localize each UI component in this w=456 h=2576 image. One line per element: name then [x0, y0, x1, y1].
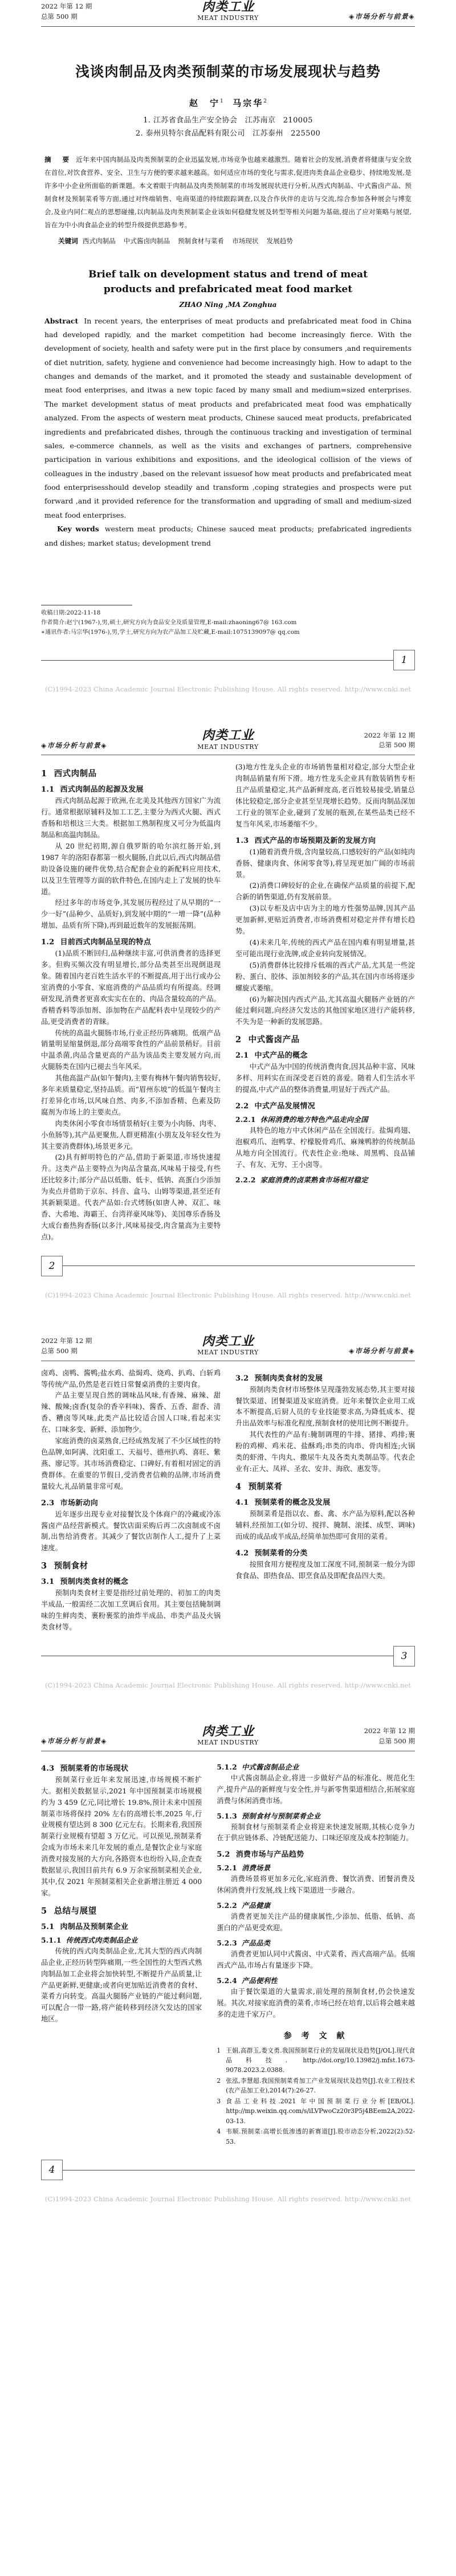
- subsection-heading: [235, 1547, 415, 1558]
- subsection-title: 预制菜肴的概念及发展: [254, 1498, 331, 1507]
- paragraph: 卤鸡、卤鸭、酱鸭;盐水鸡、盐焗鸡、烧鸡、扒鸡、白斩鸡等传统产品,仍然是老百姓日常餐桌消费的主要肉食。: [41, 1369, 221, 1389]
- paragraph: 传统的西式肉类制品企业,尤其大型的西式肉制品企业,正经历转型阵痛期,一些全国性的大型西式熟肉制品加工企业将会加快转型,不断提升产品质量,让产品更新鲜,更健康;或者向更加贴近消费者的食材、菜肴方向转变。高温火腿肠产业链的产能过剩问题,可以配合一带一路,将产能转移到经济欠发达的国家地区。: [41, 1947, 202, 2024]
- author-2: 马宗华: [233, 98, 264, 108]
- subsubsection-number: 5.1.1: [41, 1935, 62, 1944]
- subsubsection-heading: [235, 1114, 415, 1124]
- paragraph: 其他高温产品(如午餐肉),主要有梅林午餐肉销售较好,多年来质量稳定,坚持品质。而“眉州东坡”的低温午餐肉主打差异化市场,以风味自然、肉多,不添加香精、色素及防腐剂为市场上的主要卖点。: [41, 1074, 221, 1116]
- paragraph: 家庭消费的卤菜熟食,已经成熟发展了不少区域性的特色品牌,如阿满、沈阳重工、天福号、德州扒鸡、喜旺、紫燕、廖记等。其市场消费稳定、口碑好,有着相对固定的消费群体。在重要的节假日,受消费者信赖的品牌,市场消费量较大,礼品销量非常可观。: [41, 1437, 221, 1490]
- subsection-heading: [41, 1920, 202, 1931]
- section-heading: [41, 767, 221, 779]
- subsection-title: 预制肉类食材的发展: [254, 1374, 323, 1383]
- reference-text: 张泓,李慧超.我国预制菜肴加工产业发展现状及趋势[J].农业工程技术(农产品加工业),2014(7):26-27.: [226, 2077, 415, 2095]
- subsection-heading: [41, 1497, 221, 1508]
- page-title: 浅谈肉制品及肉类预制菜的市场发展现状与趋势: [75, 63, 381, 80]
- section-title: 西式肉制品: [54, 769, 97, 779]
- section-heading: [235, 1033, 415, 1045]
- paragraph: 中式产品为中国的传统消费肉食,因其品种丰富、风味多样、用料实在而深受老百姓的喜爱。随着人们生活水平的提高,中式产品的整体消费量,明显好于西式产品。: [235, 1063, 415, 1094]
- affiliation-2: 2. 泰州贝特尔食品配料有限公司 江苏泰州 225500: [135, 129, 321, 138]
- issue-info: [301, 731, 415, 751]
- paragraph: (1)随着消费升级,含肉量较高,口感较好的产品(如纯肉香肠、健康肉食、休闲零食等),将呈现更加广阔的市场前景。: [235, 847, 415, 879]
- running-head-page-3: [0, 1334, 456, 1359]
- issue-info: [301, 1726, 415, 1747]
- subsection-number: 1.1: [41, 785, 55, 794]
- journal-name-en: MEAT INDUSTRY: [197, 1349, 259, 1357]
- paragraph: (1)品质不断回归,品种继续丰富,可供消费者的选择更多。但购买频次没有明显增长,部分品类甚至出现倒退现象。随着国内老百姓生活水平的不断提高,用于出行或办公室消费的小零食、家庭消费的产品品质均有所提高。经调研发现,消费者更喜欢实实在在的、肉品含量较高的产品。香精香料等添加剂、添加物在产品配料表中呈现较少的产品,更受消费者的青睐。: [41, 949, 221, 1026]
- page-number: 3: [393, 1646, 415, 1666]
- section-heading: [235, 1480, 415, 1492]
- subsection-heading: [235, 1372, 415, 1383]
- journal-name-cn: 肉类工业: [201, 728, 254, 743]
- subsubsection-heading: [41, 1935, 202, 1945]
- subsubsection-title: 产品便利性: [241, 1976, 278, 1985]
- paragraph: (3)以专柜及店中店为主的地方性强势品牌,因其产品更加新鲜,更贴近消费者,市场消费相对稳定并伴有增长趋势。: [235, 904, 415, 936]
- subsection-number: 3.1: [41, 1578, 55, 1587]
- section-number: 2: [235, 1035, 242, 1045]
- paragraph: 产品主要呈现自然的调味品风味,有香辣、麻辣、甜辣、酸辣;卤香(复杂的香辛料味)、酱香、五香、甜香、清香、糟卤等风味,此类产品比较适合国人口味,看起来实在、口味多变、新鲜、添加物少。: [41, 1391, 221, 1434]
- abstract-text-en: In recent years, the enterprises of meat products and prefabricated meat food in China had developed rapidly, and the market competition had become increasingly fierce. With the development of society, health and safety were put in the first place by consumers ,and requirements of diet nutrition, safety, hygiene and convenience had become increasingly high. How to adapt to the changes and demands of the market, and it promoted the steady and sustainable development of meat food enterprises, and itwas a new topic faced by many small and medium=sized enterprises. The market development status of meat products and prefabricated meat food was emphatically analyzed. From the aspects of western meat products, Chinese sauced meat products, prefabricated ingredients and prefabricated dishes, through the continuous tracking and investigation of terminal sales, e-commerce channels, as well as the visits and exchanges of partners, comprehensive participation in various exhibitions and expositions, and the ideological collision of the views of colleagues in the industry ,based on the relevant issuesof how meat products and prefabricated meat food enterprisesshould develop steadily and transform ,coping strategies and prospects were put forward ,and it provided reference for the transformation and upgrading of small and medium-sized meat food enterprises.: [44, 316, 412, 519]
- paragraph: (3)地方性龙头企业的市场销售量相对稳定,部分大型企业肉制品销量有所下滑。地方性龙头企业具有散装销售专柜且产品质量稳定,其产品新鲜度高,老百姓较易接受,销量总体比较稳定,部分企业甚至呈现增长趋势。反而肉制品深加工行业的领军企业,碰到了发展的瓶颈,在某些品类已经不复当年风采,市场萎缩不少。: [235, 763, 415, 828]
- page-footer-3: [41, 1646, 415, 1666]
- body-columns-page-3: [41, 1368, 415, 1633]
- subsubsection-number: 5.2.4: [217, 1976, 237, 1985]
- subsection-number: 1.3: [235, 836, 249, 845]
- issue-line-1: 2022 年第 12 期: [364, 731, 415, 739]
- reference-text: 韦顺.预制菜:高增长低渗透的新赛道[J].股市动态分析,2022(2):52-53.: [226, 2128, 415, 2145]
- column-left: [41, 1368, 221, 1633]
- keyword-cn: 中式酱卤肉制品: [123, 236, 170, 245]
- references-heading: 参 考 文 献: [283, 2031, 348, 2041]
- running-head-page-1: [0, 0, 456, 24]
- issue-line-1: 2022 年第 12 期: [364, 1727, 415, 1735]
- reference-number: 3: [217, 2097, 221, 2105]
- issue-info: [41, 1336, 155, 1357]
- section-number: 1: [41, 769, 47, 779]
- subsubsection-number: 5.1.3: [217, 1811, 237, 1820]
- subsection-number: 4.3: [41, 1764, 55, 1773]
- keyword-cn: 预制食材与菜肴: [177, 236, 225, 245]
- reference-item: [217, 2096, 415, 2126]
- issue-line-1: 2022 年第 12 期: [41, 2, 92, 11]
- reference-text: 王娟,高群玉,娄文勇.我国预制菜行业的发展现状及趋势[J/OL].现代食品科技. http://doi.org/10.13982/j.mfst.1673-9078.2023.2.0388.: [226, 2046, 415, 2074]
- column-right: [235, 1368, 415, 1633]
- body-columns-page-4: [41, 1758, 415, 2148]
- subsection-heading: [41, 1762, 202, 1773]
- page-2: [0, 699, 456, 1304]
- subsection-heading: [235, 834, 415, 845]
- authors-en: ZHAO Ning ,MA Zonghua: [179, 300, 277, 309]
- subsection-number: 1.2: [41, 938, 55, 947]
- subsubsection-title: 产品品类: [241, 1938, 271, 1947]
- subsection-heading: [235, 1496, 415, 1507]
- paragraph: 肉类休闲小零食市场情景稍好(主要为小肉肠、肉枣、小鱼肠等),其产品更聚焦,人群更精准(小朋友及年轻女性为其主要消费群体),场景更多元。: [41, 1119, 221, 1150]
- subsection-number: 2.3: [41, 1498, 55, 1508]
- subsubsection-heading: [217, 1900, 415, 1910]
- subsubsection-number: 2.2.2: [235, 1175, 256, 1184]
- subsection-heading: [235, 1049, 415, 1060]
- paragraph: 从 20 世纪初期,源自俄罗斯的哈尔滨红肠开始,到 1987 年的洛阳春都第一根火腿肠,自此以后,西式肉制品借助设备设施的硬件优势,结合配套企业的新配料应用技术,以及卫生管理等方面的软件特色,在国内走上了发展的快车道。: [41, 842, 221, 896]
- paragraph: (2)消费口碑较好的企业,在确保产品质量的前提下,配合新的销售渠道,仍有发展前景。: [235, 882, 415, 902]
- cnki-notice: (C)1994-2023 China Academic Journal Electronic Publishing House. All rights reserved. http://www.cnki.net: [44, 2195, 412, 2204]
- subsection-number: 4.2: [235, 1549, 249, 1558]
- running-head-page-4: [0, 1725, 456, 1749]
- keywords-text-en: western meat products; Chinese sauced meat products; prefabricated ingredients and dishes; market status; development trend: [44, 525, 412, 547]
- title-en-line-1: Brief talk on development status and trend of meat: [88, 268, 368, 280]
- abstract-label-cn: 摘 要: [44, 155, 72, 163]
- subsection-title: 肉制品及预制菜企业: [60, 1922, 129, 1931]
- section-title: 总结与展望: [54, 1906, 97, 1916]
- subsection-title: 西式肉制品的起源及发展: [60, 785, 144, 794]
- subsubsection-heading: [217, 1938, 415, 1948]
- paragraph: 其代表性的产品有:腌制调理的牛排、猪排、鸡排;裹粉的鸡柳、鸡米花、盐酥鸡;串类的肉串、骨肉相连;火锅类的虾滑、牛肉丸、撒尿牛丸及各类丸类制品等。代表企业有:正大、凤祥、圣农、安井、海欣、惠发等。: [235, 1431, 415, 1473]
- paragraph: 消费场景将更加多元化,家庭消费、餐饮消费、团餐消费及休闲消费并行发展,线上线下渠道进一步融合。: [217, 1875, 415, 1895]
- subsubsection-title: 休闲消费的地方特色产品走向全国: [260, 1115, 368, 1124]
- subsection-number: 2.2: [235, 1101, 249, 1111]
- abstract-text-cn: 近年来中国肉制品及肉类预制菜的企业迅猛发展,市场竞争也越来越激烈。随着社会的发展,消费者将健康与安全放在首位,对饮食营养、安全、卫生与方便的要求越来越高。如何适应市场的变化与需求,促进肉类食品企业稳步、持续地发展,是许多中小企业所面临的新课题。本文着眼于肉制品及肉类预制菜的市场发展现状进行分析,从西式肉制品、中式酱卤产品、预制食材及预制菜肴等方面,通过对终端销售、电商渠道的持续跟踪调查,以及合作伙伴的走访与交流,综合参加各种展会与博览会,及业内同仁观点的思想碰撞,以肉制品及肉类预制菜企业该如何稳健发展及转型等相关问题为基础,提出了应对策略与展望,旨在为中小肉食品企业的转型升级提供思路参考。: [44, 155, 412, 230]
- paragraph: (5)消费群体比较排斥低端的西式产品,尤其是一些淀粉、蛋白、胶体、添加剂较多的产品,其在国内市场将逐步螺旋式萎缩。: [235, 961, 415, 992]
- page-number: 1: [393, 650, 415, 670]
- subsection-title: 目前西式肉制品呈现的特点: [60, 938, 152, 947]
- subsection-title: 预制肉类食材的概念: [60, 1578, 129, 1587]
- reference-item: [217, 2127, 415, 2147]
- affiliation-1: 1. 江苏省食品生产安全协会 江苏南京 210005: [143, 116, 313, 125]
- subsection-title: 中式产品发展情况: [254, 1101, 315, 1111]
- subsection-title: 预制菜肴的分类: [254, 1549, 308, 1558]
- abstract-en: [44, 314, 412, 523]
- subsubsection-number: 5.1.2: [217, 1762, 237, 1771]
- subsubsection-title: 预制食材与预制菜肴企业: [241, 1811, 321, 1820]
- subsection-heading: [41, 936, 221, 947]
- running-head-page-2: [0, 728, 456, 753]
- footer-rule: [41, 660, 393, 661]
- paragraph: 预制菜肴是指以农、畜、禽、水产品为原料,配以各种辅料,经预加工(如分切、搅拌、腌制、滚揉、成型、调味)而成的成品或半成品,经简单加热即可食用的菜肴。: [235, 1509, 415, 1541]
- paragraph: 由于餐饮渠道的大量需求,前处理的预制食材,仍会快速发展。其次,对接家庭消费的菜肴,市场已经在培育,以后将会越来越多的走进千家万户。: [217, 1987, 415, 2018]
- page-4: [0, 1695, 456, 2209]
- subsubsection-heading: [217, 1862, 415, 1873]
- title-en-line-2: products and prefabricated meat food market: [103, 284, 353, 296]
- subsubsection-title: 中式酱卤制品企业: [241, 1762, 299, 1771]
- section-number: 5: [41, 1906, 47, 1916]
- abstract-label-en: Abstract: [44, 316, 79, 325]
- page-2-top-spacer: [0, 699, 456, 728]
- issue-line-1: 2022 年第 12 期: [41, 1337, 92, 1345]
- keyword-cn: 发展趋势: [266, 236, 293, 245]
- page-4-top-spacer: [0, 1695, 456, 1725]
- page-footer-4: [41, 2160, 415, 2180]
- subsubsection-number: 5.2.2: [217, 1901, 237, 1910]
- column-right: [235, 762, 415, 1243]
- paragraph: 传统的高温火腿肠市场,行业正经历阵痛期。低端产品销量明显缩量倒退,部分高端零食性的产品前景稍好。目前中温杀菌,肉品含量更高的产品为该品类主要发展方向,而火腿肠类在国内已褪去当年风采。: [41, 1029, 221, 1071]
- keyword-cn: 市场现状: [232, 236, 259, 245]
- paragraph: 预制菜行业近年来发展迅速,市场规模不断扩大。据相关数据显示,2021 年中国预制菜市场规模约为 3 459 亿元,同比增长 19.8%,预计未来中国预制菜市场将保持 20% 左右的高增长率,2025 年,行业规模有望达到 8 300 亿元左右。长期来看,我国预制菜行业规模有望超 3 万亿元。可以预见,预制菜肴会成为市场未来几年发展的重点,是餐饮企业与家庭消费对接发展的大方向,各路资本也纷纷入局,企查查数据显示,我国目前共有 6.9 万余家预制菜相关企业,其中,仅 2021 年预制菜相关企业新增注册近 4 000 家。: [41, 1775, 202, 1897]
- column-left: [41, 1758, 202, 2148]
- issue-line-2: 总第 500 期: [41, 13, 78, 21]
- page-number: 2: [41, 1256, 63, 1276]
- section-number: 4: [235, 1481, 242, 1492]
- subsubsection-title: 消费场景: [241, 1864, 271, 1873]
- subsection-heading: [217, 1848, 415, 1859]
- section-title: 中式酱卤产品: [248, 1035, 300, 1045]
- subsubsection-number: 5.2.3: [217, 1938, 237, 1947]
- section-label: ◈市场分析与前景◈: [349, 13, 415, 21]
- header-rule: [41, 26, 415, 27]
- journal-name-en: MEAT INDUSTRY: [197, 14, 259, 22]
- journal-logo: [155, 1334, 301, 1357]
- journal-name-cn: 肉类工业: [201, 0, 254, 14]
- keyword-cn: 西式肉制品: [82, 236, 116, 245]
- subsection-title: 西式产品的市场预期及新的发展方向: [254, 836, 376, 845]
- paragraph: 近年逐步出现专业对接餐饮及个体商户的冷藏或冷冻酱卤产品经营新模式。餐饮店面采购后再二次卤制或不卤制,出售给消费者。其减少了餐饮店制作人工,提升了上菜速度。: [41, 1510, 221, 1553]
- author-1: 赵 宁: [189, 98, 221, 108]
- paragraph: 中式酱卤制品企业,将进一步做好产品的标准化、规范化生产,提升产品的新鲜度与安全性,并与新零售渠道相结合,拓展家庭消费与休闲消费市场。: [217, 1774, 415, 1805]
- section-label: ◈市场分析与前景◈: [41, 741, 107, 750]
- journal-logo: [155, 1725, 301, 1747]
- issue-line-2: 总第 500 期: [41, 1346, 78, 1355]
- paragraph: (2)具有鲜明特色的产品,借助于新渠道,市场快速提升。这类产品主要特点为肉品含量高,风味易于接受,有些还比较多汁;部分产品以低脂、低卡、低钠、高蛋白少添加为卖点并借助于京东、抖音、盒马、山姆等渠道,甚至还有其新颖渠道。代表产品如:台式烤肠(如唐人神、双汇、味香、大希地、海霸王、台湾祥豪风味等)、美国尊乐香肠及大成台畜热狗香肠(以多汁,风味易接受,肉含量高为主要特点)。: [41, 1153, 221, 1241]
- page-3: [0, 1305, 456, 1695]
- subsubsection-title: 传统西式肉类制品企业: [66, 1935, 138, 1944]
- subsection-title: 预制菜肴的市场现状: [60, 1764, 129, 1773]
- subsubsection-title: 产品健康: [241, 1901, 271, 1910]
- title-en: [63, 267, 393, 297]
- paragraph: 预制肉类食材主要是指经过前处理的、初加工的肉类半成品,一般需经二次加工烹调后食用。其主要包括腌制调味的生鲜肉类、裹粉裹浆的油炸半成品、串类产品及火锅类食材等。: [41, 1589, 221, 1631]
- paragraph: 经过多年的市场竞争,其发展历程经过了从早期的“一少一好”(品种少、品质好),到发展中期的“一增一降”(品种增加、品质有所下降),再到最近数年的发展振荡期。: [41, 899, 221, 930]
- subsubsection-title: 家庭消费的卤菜熟食市场相对稳定: [260, 1175, 368, 1184]
- page-footer-1: [41, 650, 415, 670]
- issue-line-2: 总第 500 期: [378, 741, 415, 750]
- journal-name-cn: 肉类工业: [201, 1333, 254, 1349]
- paragraph: 消费者更加认同中式酱卤、中式菜肴、西式高端产品。低端西式产品,市场占有量逐步下降。: [217, 1950, 415, 1969]
- subsection-number: 5.1: [41, 1922, 55, 1931]
- reference-text: 食品工业科技.2021 年中国预制菜行业分析[EB/OL]. http://mp.weixin.qq.com/s/iLVPwoCz20r3P5j4BEem2A,2022-03-13.: [226, 2097, 415, 2125]
- keywords-en: [44, 522, 412, 550]
- keywords-label-en: Key words: [57, 525, 99, 534]
- paragraph: (6)为解决国内西式产品,尤其高温火腿肠产业链的产能过剩问题,向经济欠发达的其他国家地区进行产能转移,不失为是一种新的发展思路。: [235, 995, 415, 1026]
- page-footer-2: [41, 1256, 415, 1276]
- subsection-heading: [41, 1575, 221, 1586]
- reference-number: 2: [217, 2077, 221, 2084]
- received-date: 收稿日期:2022-11-18: [41, 609, 101, 616]
- subsubsection-heading: [217, 1811, 415, 1821]
- reference-item: [217, 2046, 415, 2075]
- paragraph: (4)未来几年,传统的西式产品在国内难有明显增量,甚至可能出现行业洗牌,或企业转向发展情况。: [235, 938, 415, 958]
- paragraph: 预制食材与预制菜肴企业将迎来快速发展期,其核心竞争力在于供应链体系、冷链配送能力、口味还原度及成本控制能力。: [217, 1823, 415, 1842]
- journal-name-cn: 肉类工业: [201, 1723, 254, 1739]
- section-number: 3: [41, 1561, 47, 1571]
- subsubsection-heading: [235, 1174, 415, 1185]
- paragraph: 消费者更加关注产品的健康属性,少添加、低脂、低钠、高蛋白的产品更受欢迎。: [217, 1912, 415, 1932]
- column-left: [41, 762, 221, 1243]
- subsection-number: 3.2: [235, 1374, 249, 1383]
- body-columns-page-2: [41, 762, 415, 1243]
- subsection-number: 4.1: [235, 1498, 249, 1507]
- abstract-cn: [44, 153, 412, 232]
- paragraph: 具特色的地方中式休闲产品在全国流行。盐焗鸡翅、泡椒鸡爪、泡鸭掌、柠檬脱骨鸡爪、麻辣鸭脖的传统制品从地方向全国流行。代表性企业:绝味、周黑鸭、良品铺子、有友、无穷、王小卤等。: [235, 1126, 415, 1169]
- section-heading: [41, 1905, 202, 1916]
- subsection-heading: [235, 1100, 415, 1111]
- section-heading: [41, 1559, 221, 1571]
- cnki-notice: (C)1994-2023 China Academic Journal Electronic Publishing House. All rights reserved. http://www.cnki.net: [44, 685, 412, 694]
- cnki-notice: (C)1994-2023 China Academic Journal Electronic Publishing House. All rights reserved. http://www.cnki.net: [44, 1291, 412, 1299]
- issue-info: [41, 2, 155, 22]
- journal-name-en: MEAT INDUSTRY: [197, 1739, 259, 1747]
- subsection-title: 中式产品的概念: [254, 1051, 308, 1060]
- column-right: [217, 1758, 415, 2148]
- paragraph: 按照食用方便程度及加工深度不同,预制菜一般分为即食食品、即热食品、即烹食品及即配食品四大类。: [235, 1560, 415, 1580]
- subsubsection-heading: [217, 1762, 415, 1772]
- subsubsection-number: 2.2.1: [235, 1115, 256, 1124]
- journal-logo: [155, 0, 301, 22]
- page-number: 4: [41, 2160, 63, 2180]
- reference-item: [217, 2076, 415, 2096]
- paragraph: 预制肉类食材市场整体呈现蓬勃发展态势,其主要对接餐饮渠道、团餐渠道及家庭消费。近年来餐饮企业用工成本不断提高,后厨人员的专业技能要求高,为降低成本、提升出品效率与标准化程度,预制食材的使用比例不断提升。: [235, 1385, 415, 1428]
- subsubsection-number: 5.2.1: [217, 1864, 237, 1873]
- section-label: ◈市场分析与前景◈: [41, 1737, 107, 1746]
- author-bio-2: ∗通讯作者:马宗华(1976-),男,学士,研究方向为农产品加工及贮藏,E-mail:1075139097@ qq.com: [41, 629, 300, 636]
- subsection-number: 2.1: [235, 1051, 249, 1060]
- paragraph: 西式肉制品起源于欧洲,在北美及其他西方国家广为流行。通常根据原辅料及加工工艺,主要分为西式火腿、西式香肠和培根这三大类。根据加工熟制程度又可分为低温肉制品和高温肉制品。: [41, 797, 221, 839]
- section-title: 预制菜肴: [248, 1481, 283, 1492]
- section-label: ◈市场分析与前景◈: [349, 1347, 415, 1355]
- authors-cn: [0, 97, 456, 109]
- page-3-top-spacer: [0, 1305, 456, 1334]
- footnote-block: [41, 605, 415, 637]
- journal-name-en: MEAT INDUSTRY: [197, 743, 259, 751]
- subsection-title: 市场新动向: [60, 1498, 99, 1508]
- reference-number: 1: [217, 2046, 221, 2054]
- reference-number: 4: [217, 2128, 221, 2136]
- subsection-number: 5.2: [217, 1850, 230, 1860]
- subsubsection-heading: [217, 1975, 415, 1985]
- issue-line-2: 总第 500 期: [378, 1737, 415, 1746]
- cnki-notice: (C)1994-2023 China Academic Journal Electronic Publishing House. All rights reserved. http://www.cnki.net: [44, 1681, 412, 1689]
- subsection-title: 消费市场与产品趋势: [235, 1850, 304, 1860]
- section-title: 预制食材: [54, 1561, 88, 1571]
- keywords-label-cn: 关键词: [58, 236, 78, 245]
- author-1-affil-mark: 1: [220, 99, 223, 104]
- journal-logo: [155, 728, 301, 751]
- subsection-heading: [41, 783, 221, 794]
- author-bio-1: 作者简介:赵宁(1967-),男,硕士,研究方向为食品安全及质量管理,E-mail:zhaoning67@ 163.com: [41, 619, 297, 626]
- author-2-affil-mark: 2: [263, 99, 267, 104]
- page-1: [0, 0, 456, 699]
- keywords-cn: [44, 235, 412, 248]
